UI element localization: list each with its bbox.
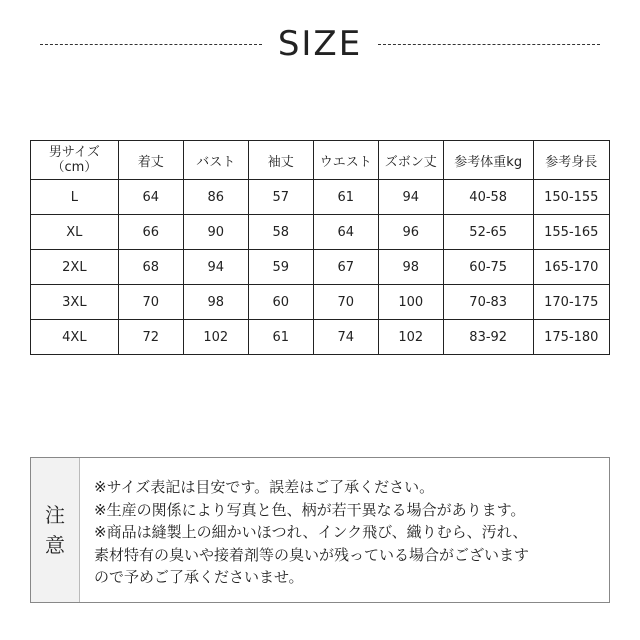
table-cell: 66: [118, 215, 183, 250]
table-cell: 98: [183, 285, 248, 320]
table-row: [31, 285, 610, 320]
table-cell: 70: [118, 285, 183, 320]
table-cell: 96: [378, 215, 443, 250]
table-cell: 74: [313, 320, 378, 355]
size-cell: L: [31, 180, 119, 215]
table-cell: 94: [183, 250, 248, 285]
notes-label-char: 意: [45, 533, 65, 557]
column-header: 袖丈: [248, 141, 313, 180]
table-cell: 68: [118, 250, 183, 285]
note-line: ※生産の関係により写真と色、柄が若干異なる場合があります。: [94, 500, 526, 519]
table-cell: 60-75: [443, 250, 533, 285]
table-cell: 64: [118, 180, 183, 215]
table-cell: 61: [248, 320, 313, 355]
title-right-dashed-line: [378, 44, 600, 45]
title-row: [40, 22, 600, 66]
table-cell: 165-170: [533, 250, 609, 285]
column-header: バスト: [183, 141, 248, 180]
table-cell: 40-58: [443, 180, 533, 215]
title-left-dashed-line: [40, 44, 262, 45]
table-cell: 102: [378, 320, 443, 355]
note-line: ※サイズ表記は目安です。誤差はご了承ください。: [94, 478, 435, 496]
size-header-label: 男サイズ: [48, 145, 100, 160]
table-cell: 72: [118, 320, 183, 355]
table-cell: 86: [183, 180, 248, 215]
table-cell: 59: [248, 250, 313, 285]
column-header: 着丈: [118, 141, 183, 180]
note-line: ので予めご了承くださいませ。: [94, 568, 304, 586]
size-column-header: [31, 141, 119, 180]
table-cell: 64: [313, 215, 378, 250]
column-header: ウエスト: [313, 141, 378, 180]
notes-label-char: 注: [45, 503, 65, 527]
table-cell: 52-65: [443, 215, 533, 250]
note-line: 素材特有の臭いや接着剤等の臭いが残っている場合がございます: [94, 545, 530, 564]
table-cell: 100: [378, 285, 443, 320]
table-cell: 94: [378, 180, 443, 215]
page-title: SIZE: [277, 24, 363, 64]
column-header: 参考体重kg: [443, 141, 533, 180]
table-cell: 170-175: [533, 285, 609, 320]
table-row: [31, 215, 610, 250]
table-cell: 60: [248, 285, 313, 320]
table-row: [31, 320, 610, 355]
notes-text: [80, 458, 609, 602]
table-cell: 155-165: [533, 215, 609, 250]
table-cell: 57: [248, 180, 313, 215]
table-row: [31, 250, 610, 285]
column-header: 参考身長: [533, 141, 609, 180]
size-table: [30, 140, 610, 355]
size-cell: 2XL: [31, 250, 119, 285]
table-cell: 102: [183, 320, 248, 355]
note-line: ※商品は縫製上の細かいほつれ、インク飛び、織りむら、汚れ、: [94, 523, 528, 541]
table-header-row: [31, 141, 610, 180]
table-cell: 70: [313, 285, 378, 320]
table-row: [31, 180, 610, 215]
size-cell: 3XL: [31, 285, 119, 320]
column-header: ズボン丈: [378, 141, 443, 180]
table-cell: 67: [313, 250, 378, 285]
size-cell: XL: [31, 215, 119, 250]
size-header-unit: （cm）: [51, 160, 98, 175]
size-cell: 4XL: [31, 320, 119, 355]
table-cell: 150-155: [533, 180, 609, 215]
table-cell: 70-83: [443, 285, 533, 320]
table-cell: 175-180: [533, 320, 609, 355]
notes-label: [31, 458, 80, 602]
notes-box: [30, 457, 610, 603]
table-cell: 58: [248, 215, 313, 250]
table-cell: 61: [313, 180, 378, 215]
table-cell: 90: [183, 215, 248, 250]
table-cell: 98: [378, 250, 443, 285]
table-cell: 83-92: [443, 320, 533, 355]
